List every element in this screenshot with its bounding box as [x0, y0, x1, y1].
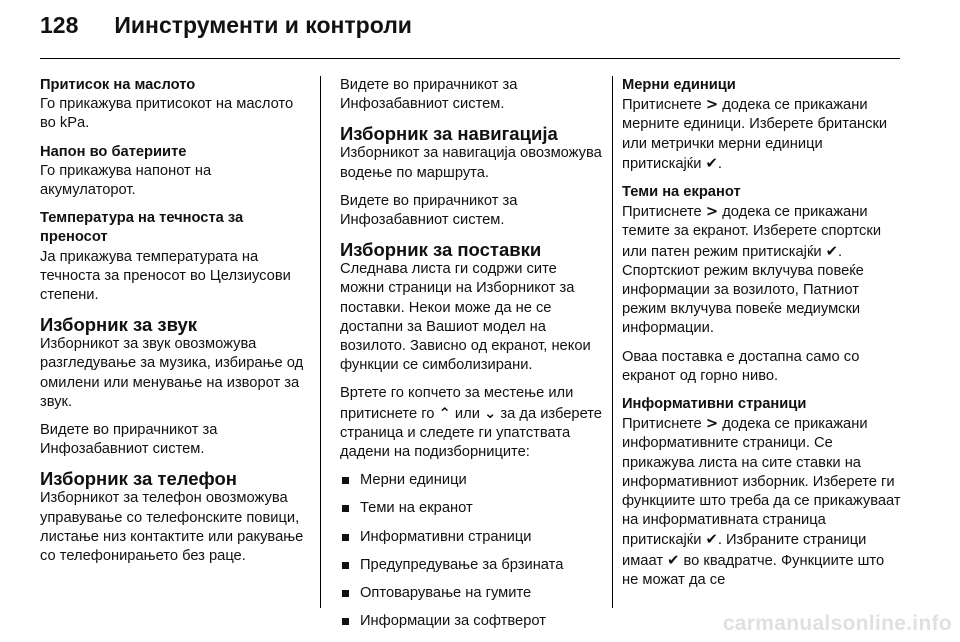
phone-menu-heading: Изборник за телефон — [40, 468, 237, 490]
watermark: carmanualsonline.info — [722, 612, 952, 635]
settings-instructions: Вртете го копчето за местење или притиснете го ⌃ или ⌄ за да изберете страница и следете ги упатствата дадени на подизборниците: — [340, 385, 602, 461]
settings-list — [340, 471, 602, 631]
sound-menu-reference: Видете во прирачникот за Инфозабавниот систем. — [40, 422, 218, 458]
oil-pressure-heading: Притисок на маслото — [40, 77, 196, 93]
column-divider-2 — [612, 76, 613, 608]
list-item: Теми на екранот — [340, 499, 602, 518]
checkmark-icon: ✔ — [825, 242, 838, 260]
column-3 — [622, 76, 902, 599]
bullet-icon — [342, 562, 349, 569]
checkmark-icon: ✔ — [705, 531, 718, 549]
bullet-icon — [342, 618, 349, 625]
info-pages-text: Притиснете > додека се прикажани информативните страници. Се прикажува листа на сите ставки на информативниот изборник. Изберете ги функциите што треба да се прикажуваат на информативната страница притискајќи ✔. Избраните страници имаат ✔ во квадратче. Функциите што не можат да се — [622, 415, 901, 588]
page-number: 128 — [40, 12, 79, 38]
chevron-up-icon: ⌃ — [438, 404, 451, 422]
bullet-icon — [342, 477, 349, 484]
transmission-temp-heading: Температура на течноста за преносот — [40, 210, 244, 246]
column-divider-1 — [320, 76, 321, 608]
settings-menu-heading: Изборник за поставки — [340, 239, 542, 261]
bullet-icon — [342, 534, 349, 541]
phone-menu-text: Изборникот за телефон овозможува управување со телефонските повици, листање низ контактите или ракување со телефонирањето без раце. — [40, 490, 304, 565]
header-rule — [40, 58, 900, 59]
infotainment-reference: Видете во прирачникот за Инфозабавниот систем. — [340, 77, 518, 113]
page-header — [40, 12, 412, 52]
battery-voltage-heading: Напон во батериите — [40, 143, 187, 160]
oil-pressure-text: Го прикажува притисокот на маслото во kPa. — [40, 96, 294, 132]
checkmark-icon: ✔ — [705, 154, 718, 172]
column-1 — [40, 76, 308, 575]
list-item: Оптоварување на гумите — [340, 584, 602, 603]
list-item: Мерни единици — [340, 471, 602, 490]
sound-menu-heading: Изборник за звук — [40, 314, 198, 336]
transmission-temp-text: Ја прикажува температурата на течноста за преносот во Целзиусови степени. — [40, 248, 291, 304]
list-item: Информации за софтверот — [340, 612, 602, 631]
list-item: Предупредување за брзината — [340, 556, 602, 575]
arrow-right-icon: > — [705, 415, 719, 433]
column-2 — [340, 76, 602, 640]
arrow-right-icon: > — [705, 96, 719, 114]
chevron-down-icon: ⌄ — [484, 404, 497, 422]
units-text: Притиснете > додека се прикажани мерните единици. Изберете британски или метрички мерни единици притискајќи ✔. — [622, 96, 888, 172]
bullet-icon — [342, 505, 349, 512]
display-themes-note: Оваа поставка е достапна само со екранот од горно ниво. — [622, 348, 860, 384]
settings-menu-text: Следнава листа ги содржи сите можни страници на Изборникот за поставки. Некои може да не се достапни за Вашиот модел на возилото. Зависно од екранот, некои функции се симболизирани. — [340, 261, 591, 374]
navigation-menu-heading: Изборник за навигација — [340, 123, 558, 145]
sound-menu-text: Изборникот за звук овозможува разгледување за музика, избирање од омилени или менување на изворот за звук. — [40, 336, 304, 410]
info-pages-heading: Информативни страници — [622, 396, 807, 413]
navigation-menu-reference: Видете во прирачникот за Инфозабавниот систем. — [340, 192, 518, 229]
units-heading: Мерни единици — [622, 77, 736, 93]
checkmark-icon: ✔ — [667, 551, 680, 569]
display-themes-text: Притиснете > додека се прикажани темите за екранот. Изберете спортски или патен режим притискајќи ✔. Спортскиот режим вклучува повеќе информации за возилото, Патниот режим вклучува повеќе медиумски информации. — [622, 203, 882, 337]
battery-voltage-text: Го прикажува напонот на акумулаторот. — [40, 162, 212, 199]
navigation-menu-text: Изборникот за навигација овозможува водење по маршрута. — [340, 145, 602, 181]
arrow-right-icon: > — [705, 203, 719, 221]
list-item: Информативни страници — [340, 528, 602, 547]
display-themes-heading: Теми на екранот — [622, 184, 741, 201]
bullet-icon — [342, 590, 349, 597]
page-title: Иинструменти и контроли — [114, 12, 412, 38]
